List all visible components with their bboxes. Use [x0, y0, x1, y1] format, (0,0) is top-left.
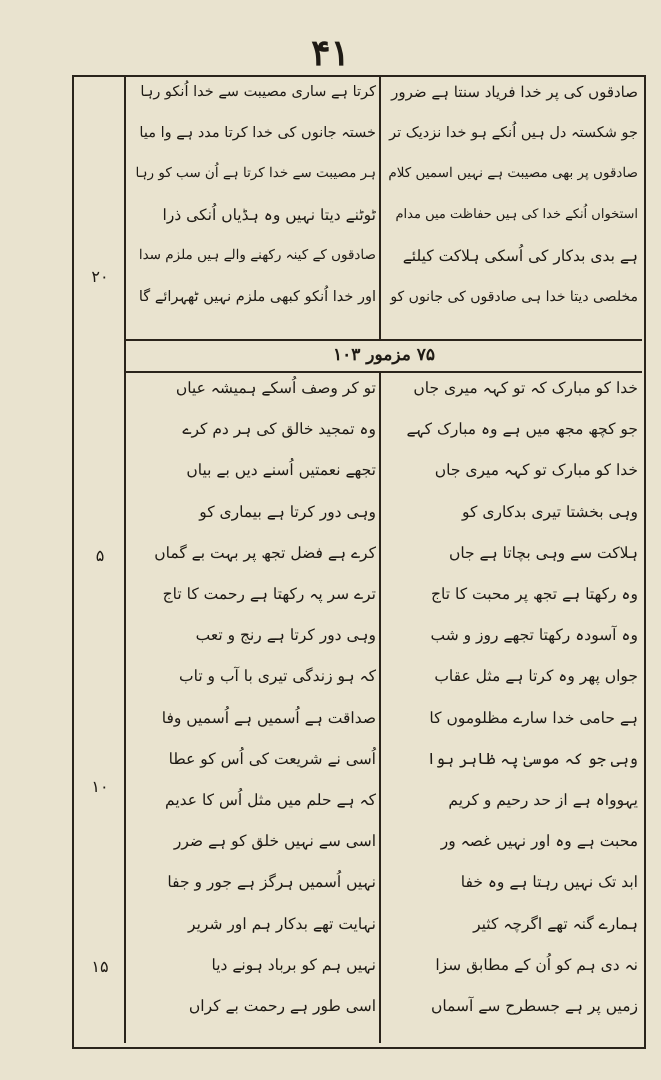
center-rule-bottom: [379, 371, 381, 1043]
top-right-column: صادقوں کی پر خدا فریاد سنتا ہے ضرور جو شکستہ دل ہیں اُنکے ہو خدا نزدیک تر صادقوں پر بھی مصیبت ہے نہیں اسمیں کلام استخواں اُنکے خدا کی ہیں حفاظت میں مدام ہے بدی بدکار کی اُسکی ہلاکت کیلئے مخلصی دیتا خدا ہی صادقوں کی جانوں کو: [388, 83, 638, 305]
poem-table: [72, 75, 646, 1049]
center-rule-top: [379, 77, 381, 339]
verse-number: ۲۰: [91, 267, 109, 286]
top-left-column: کرتا ہے ساری مصیبت سے خدا اُنکو رہا خستہ جانوں کی خدا کرتا مدد ہے وا میا ہر مصیبت سے خدا کرتا ہے اُن سب کو رہا ٹوٹنے دیتا نہیں وہ ہڈیاں اُنکی ذرا صادقوں کے کینہ رکھنے والے ہیں ملزم سدا اور خدا اُنکو کبھی ملزم نہیں ٹھہرائے گا: [135, 84, 376, 305]
heading-rule-bottom: [124, 371, 642, 373]
verse-number-column: [74, 77, 126, 1043]
page-number: ۴۱: [311, 32, 350, 74]
verse-number: ۱۵: [91, 957, 109, 976]
psalm-heading: ۷۵ مزمور ۱۰۳: [332, 345, 436, 365]
bottom-right-column: خدا کو مبارک کہ تو کہہ میری جاں جو کچھ مجھ میں ہے وہ مبارک کہے خدا کو مبارک تو کہہ میری جاں وہی بخشتا تیری بدکاری کو ہلاکت سے وہی بچاتا ہے جاں وہ رکھتا ہے تجھ پر محبت کا تاج وہ آسودہ رکھتا تجھے روز و شب جواں پھر وہ کرتا ہے مثل عقاب ہے حامی خدا سارے مظلوموں کا وہی جو کہ موسیٰ پہ ظاہر ہوا یہوواہ ہے از حد رحیم و کریم محبت ہے وہ اور نہیں غصہ ور ابد تک نہیں رہتا ہے وہ خفا ہمارے گنہ تھے اگرچہ کثیر نہ دی ہم کو اُن کے مطابق سزا زمیں پر ہے جسطرح سے آسماں: [406, 379, 638, 1015]
verse-number: ۱۰: [91, 777, 109, 796]
verse-number: ۵: [95, 546, 105, 565]
bottom-left-column: تو کر وصف اُسکے ہمیشہ عیاں وہ تمجید خالق کی ہر دم کرے تجھے نعمتیں اُسنے دیں بے بیاں وہی دور کرتا ہے بیماری کو کرے ہے فضل تجھ پر بہت بے گماں ترے سر پہ رکھتا ہے رحمت کا تاج وہی دور کرتا ہے رنج و تعب کہ ہو زندگی تیری با آب و تاب صداقت ہے اُسمیں ہے اُسمیں وفا اُسی نے شریعت کی اُس کو عطا کہ ہے حلم میں مثل اُس کا عدیم اسی سے نہیں خلق کو ہے ضرر نہیں اُسمیں ہرگز ہے جور و جفا نہایت تھے بدکار ہم اور شریر نہیں ہم کو برباد ہونے دیا اسی طور ہے رحمت بے کراں: [154, 379, 376, 1015]
